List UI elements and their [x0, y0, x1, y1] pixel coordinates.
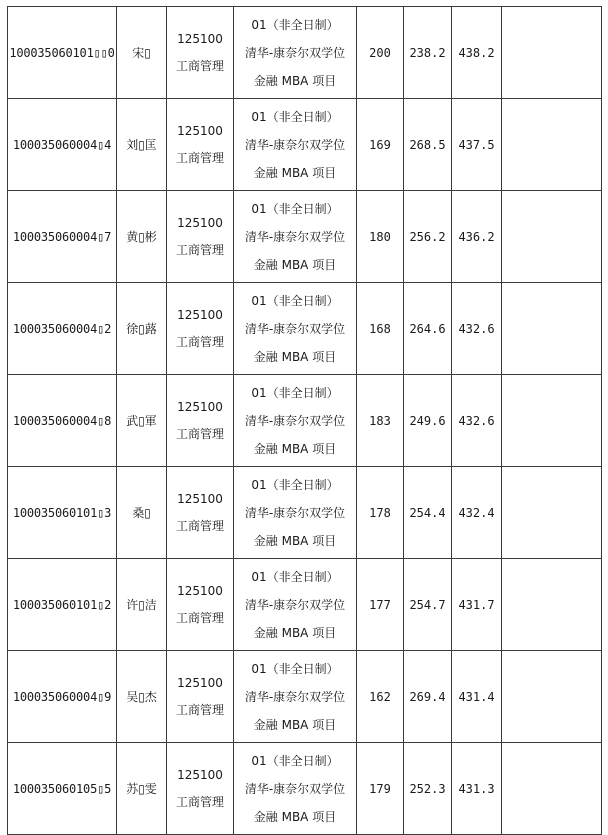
research-direction-line: 金融 MBA 项目 — [253, 441, 337, 456]
score-a-cell: 178 — [357, 467, 404, 559]
research-direction-line: 01（非全日制） — [251, 477, 339, 492]
research-direction-line: 01（非全日制） — [251, 201, 339, 216]
score-b-cell: 252.3 — [404, 743, 452, 835]
major-name: 工商管理 — [175, 242, 224, 257]
candidate-id-cell: 100035060101▯▯0 — [8, 7, 117, 99]
research-direction-line: 01（非全日制） — [251, 109, 339, 124]
major-code: 125100 — [177, 491, 223, 506]
table-row — [8, 651, 602, 743]
major-code: 125100 — [177, 399, 223, 414]
major-cell — [167, 99, 234, 191]
score-b-cell: 256.2 — [404, 191, 452, 283]
research-direction-line: 金融 MBA 项目 — [253, 257, 337, 272]
research-direction-line: 清华-康奈尔双学位 — [244, 413, 346, 428]
research-direction-line: 金融 MBA 项目 — [253, 533, 337, 548]
candidate-name-cell: 桑▯ — [117, 467, 167, 559]
score-a-cell: 169 — [357, 99, 404, 191]
major-code: 125100 — [177, 123, 223, 138]
total-score-cell: 437.5 — [452, 99, 502, 191]
research-direction-cell — [234, 375, 357, 467]
research-direction-line: 01（非全日制） — [251, 17, 339, 32]
total-score-cell: 432.6 — [452, 375, 502, 467]
note-cell — [502, 375, 602, 467]
score-b-cell: 249.6 — [404, 375, 452, 467]
major-name: 工商管理 — [175, 150, 224, 165]
note-cell — [502, 283, 602, 375]
total-score-cell: 438.2 — [452, 7, 502, 99]
score-b-cell: 264.6 — [404, 283, 452, 375]
candidate-id-cell: 100035060004▯8 — [8, 375, 117, 467]
score-b-cell: 254.7 — [404, 559, 452, 651]
research-direction-line: 金融 MBA 项目 — [253, 73, 337, 88]
score-a-cell: 180 — [357, 191, 404, 283]
major-code: 125100 — [177, 767, 223, 782]
major-code: 125100 — [177, 307, 223, 322]
research-direction-cell — [234, 191, 357, 283]
major-name: 工商管理 — [175, 702, 224, 717]
candidate-name-cell: 吴▯杰 — [117, 651, 167, 743]
candidate-name-cell: 刘▯匡 — [117, 99, 167, 191]
research-direction-line: 清华-康奈尔双学位 — [244, 229, 346, 244]
candidate-name-cell: 苏▯雯 — [117, 743, 167, 835]
research-direction-line: 清华-康奈尔双学位 — [244, 781, 346, 796]
candidate-id-cell: 100035060004▯9 — [8, 651, 117, 743]
major-name: 工商管理 — [175, 58, 224, 73]
table-row — [8, 467, 602, 559]
candidate-id-cell: 100035060004▯2 — [8, 283, 117, 375]
major-code: 125100 — [177, 583, 223, 598]
major-code: 125100 — [177, 675, 223, 690]
total-score-cell: 436.2 — [452, 191, 502, 283]
table-row — [8, 375, 602, 467]
major-code: 125100 — [177, 31, 223, 46]
note-cell — [502, 559, 602, 651]
table-row — [8, 559, 602, 651]
candidate-id-cell: 100035060101▯2 — [8, 559, 117, 651]
candidate-name-cell: 宋▯ — [117, 7, 167, 99]
total-score-cell: 432.6 — [452, 283, 502, 375]
candidate-id-cell: 100035060105▯5 — [8, 743, 117, 835]
major-cell — [167, 743, 234, 835]
research-direction-line: 金融 MBA 项目 — [253, 717, 337, 732]
total-score-cell: 431.7 — [452, 559, 502, 651]
score-a-cell: 162 — [357, 651, 404, 743]
note-cell — [502, 651, 602, 743]
table-row — [8, 99, 602, 191]
major-cell — [167, 375, 234, 467]
research-direction-cell — [234, 743, 357, 835]
major-cell — [167, 7, 234, 99]
research-direction-line: 01（非全日制） — [251, 385, 339, 400]
major-name: 工商管理 — [175, 794, 224, 809]
research-direction-cell — [234, 467, 357, 559]
score-a-cell: 183 — [357, 375, 404, 467]
major-name: 工商管理 — [175, 334, 224, 349]
candidate-name-cell: 武▯軍 — [117, 375, 167, 467]
note-cell — [502, 191, 602, 283]
research-direction-line: 01（非全日制） — [251, 569, 339, 584]
total-score-cell: 431.3 — [452, 743, 502, 835]
research-direction-line: 金融 MBA 项目 — [253, 165, 337, 180]
major-cell — [167, 651, 234, 743]
research-direction-cell — [234, 99, 357, 191]
note-cell — [502, 743, 602, 835]
candidate-id-cell: 100035060004▯4 — [8, 99, 117, 191]
major-cell — [167, 283, 234, 375]
major-cell — [167, 559, 234, 651]
note-cell — [502, 7, 602, 99]
major-code: 125100 — [177, 215, 223, 230]
major-name: 工商管理 — [175, 518, 224, 533]
major-cell — [167, 191, 234, 283]
research-direction-line: 清华-康奈尔双学位 — [244, 505, 346, 520]
score-b-cell: 269.4 — [404, 651, 452, 743]
score-a-cell: 200 — [357, 7, 404, 99]
major-cell — [167, 467, 234, 559]
total-score-cell: 432.4 — [452, 467, 502, 559]
score-a-cell: 179 — [357, 743, 404, 835]
research-direction-line: 清华-康奈尔双学位 — [244, 321, 346, 336]
research-direction-line: 01（非全日制） — [251, 293, 339, 308]
table-row — [8, 7, 602, 99]
total-score-cell: 431.4 — [452, 651, 502, 743]
candidate-name-cell: 徐▯蕗 — [117, 283, 167, 375]
table-row — [8, 191, 602, 283]
score-a-cell: 177 — [357, 559, 404, 651]
major-name: 工商管理 — [175, 426, 224, 441]
research-direction-line: 01（非全日制） — [251, 661, 339, 676]
note-cell — [502, 467, 602, 559]
candidate-id-cell: 100035060101▯3 — [8, 467, 117, 559]
score-b-cell: 238.2 — [404, 7, 452, 99]
research-direction-cell — [234, 283, 357, 375]
research-direction-line: 清华-康奈尔双学位 — [244, 689, 346, 704]
research-direction-line: 01（非全日制） — [251, 753, 339, 768]
score-b-cell: 254.4 — [404, 467, 452, 559]
score-b-cell: 268.5 — [404, 99, 452, 191]
candidate-id-cell: 100035060004▯7 — [8, 191, 117, 283]
table-row — [8, 283, 602, 375]
research-direction-line: 金融 MBA 项目 — [253, 809, 337, 824]
research-direction-cell — [234, 7, 357, 99]
research-direction-cell — [234, 559, 357, 651]
score-a-cell: 168 — [357, 283, 404, 375]
major-name: 工商管理 — [175, 610, 224, 625]
candidate-name-cell: 许▯洁 — [117, 559, 167, 651]
results-table — [7, 6, 602, 835]
table-body — [8, 7, 602, 835]
research-direction-line: 清华-康奈尔双学位 — [244, 45, 346, 60]
research-direction-cell — [234, 651, 357, 743]
note-cell — [502, 99, 602, 191]
results-table-container — [7, 0, 601, 824]
table-row — [8, 743, 602, 835]
research-direction-line: 清华-康奈尔双学位 — [244, 137, 346, 152]
research-direction-line: 清华-康奈尔双学位 — [244, 597, 346, 612]
research-direction-line: 金融 MBA 项目 — [253, 349, 337, 364]
candidate-name-cell: 黄▯彬 — [117, 191, 167, 283]
research-direction-line: 金融 MBA 项目 — [253, 625, 337, 640]
